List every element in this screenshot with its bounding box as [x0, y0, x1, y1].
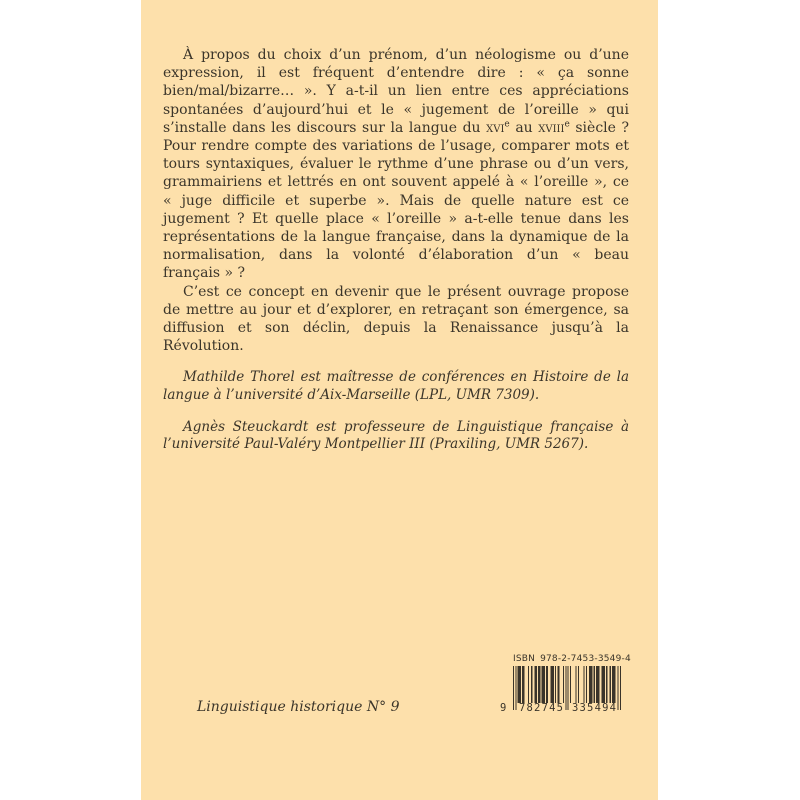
blurb-text: À propos du choix d’un prénom, d’un néologisme ou d’une expression, il est fréquent d’entendre dire : « ça sonne bien/mal/bizarre… ». Y a-t-il un lien entre ces appréciations spontanées d’aujourd’hui et le « jugement de l’oreille » qui s’installe dans les discours sur la langue du — [163, 47, 629, 136]
author-bio-thorel: Mathilde Thorel est maîtresse de conférences en Histoire de la langue à l’université d’Aix-Marseille (LPL, UMR 7309). — [163, 369, 629, 404]
blurb-text: au — [509, 119, 539, 136]
book-back-cover — [141, 0, 658, 800]
isbn-text-line — [513, 654, 631, 664]
back-cover-blurb — [141, 0, 658, 355]
author-bio-steuckardt: Agnès Steuckardt est professeure de Linguistique française à l’université Paul-Valéry Montpellier III (Praxiling, UMR 5267). — [163, 418, 629, 453]
blurb-text: siècle ? Pour rendre compte des variations de l’usage, comparer mots et tours syntaxiques, évaluer le rythme d’une phrase ou d’un vers, grammairiens et lettrés en ont souvent appelé à « l’oreille », ce « juge difficile et superbe ». Mais de quelle nature est ce jugement ? Et quelle place « l’oreille » a-t-elle tenue dans les représentations de la langue française, dans la dynamique de la normalisation, dans la volonté d’élaboration d’un « beau français » ? — [163, 119, 629, 282]
ordinal-superscript: e — [564, 119, 570, 130]
ean-right-group: 335494 — [572, 702, 618, 714]
author-bios — [141, 369, 658, 453]
isbn-number: 978-2-7453-3549-4 — [540, 654, 631, 664]
blurb-paragraph-1 — [163, 46, 629, 283]
series-title: Linguistique historique N° 9 — [197, 699, 400, 715]
isbn-label: ISBN — [513, 654, 536, 664]
isbn-barcode — [500, 654, 631, 714]
ean-left-group: 782745 — [519, 702, 565, 714]
blurb-paragraph-2: C’est ce concept en devenir que le présent ouvrage propose de mettre au jour et d’explorer, en retraçant son émergence, sa diffusion et son déclin, depuis la Renaissance jusqu’à la Révolution. — [163, 283, 629, 355]
century-smallcaps-xvi: xvi — [486, 119, 505, 136]
ordinal-superscript: e — [504, 119, 510, 130]
century-smallcaps-xviii: xviii — [538, 119, 565, 136]
ean13-bars — [500, 666, 621, 714]
ean-first-digit: 9 — [500, 702, 508, 714]
